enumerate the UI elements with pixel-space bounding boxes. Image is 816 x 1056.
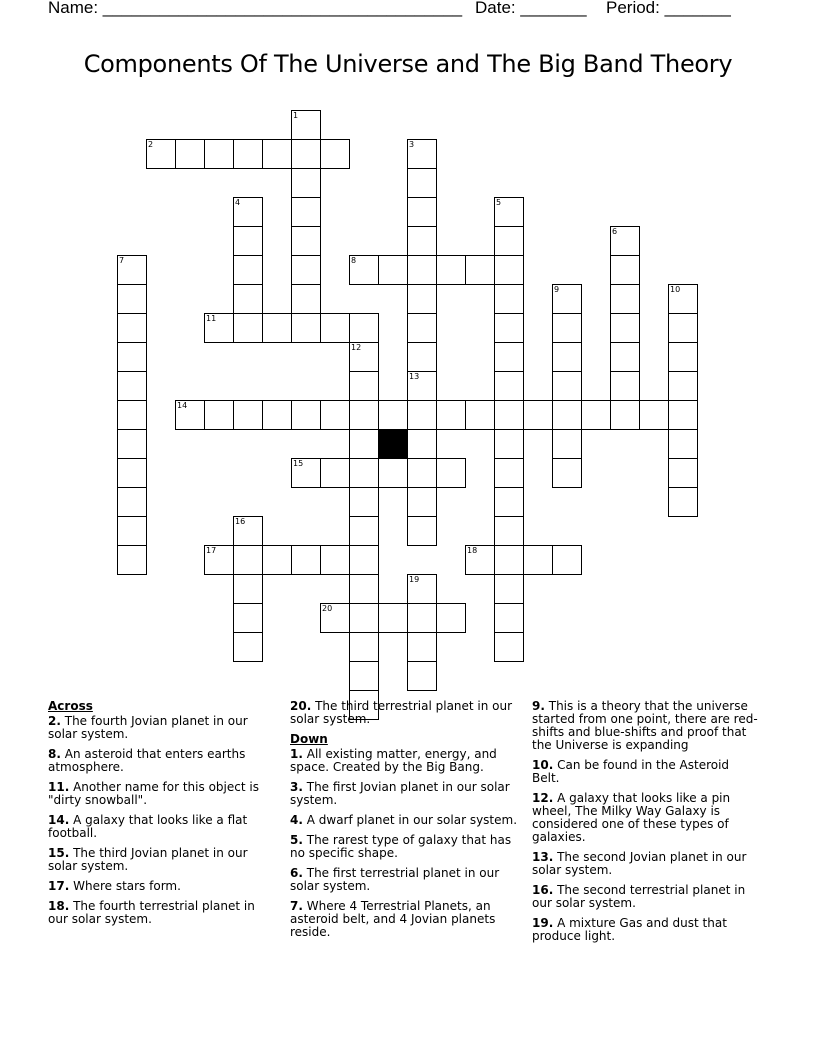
- grid-cell[interactable]: [291, 110, 321, 140]
- grid-cell[interactable]: [494, 516, 524, 546]
- grid-cell[interactable]: [610, 342, 640, 372]
- grid-cell[interactable]: [407, 516, 437, 546]
- clue-across-17: 17. Where stars form.: [48, 879, 181, 893]
- grid-cell[interactable]: [407, 487, 437, 517]
- grid-cell[interactable]: [320, 313, 350, 343]
- grid-cell[interactable]: [668, 400, 698, 430]
- grid-cell[interactable]: [494, 632, 524, 662]
- grid-cell[interactable]: [407, 313, 437, 343]
- grid-cell[interactable]: [407, 255, 437, 285]
- grid-cell[interactable]: [320, 139, 350, 169]
- grid-cell[interactable]: [117, 429, 147, 459]
- grid-cell[interactable]: [465, 255, 495, 285]
- grid-cell[interactable]: [610, 313, 640, 343]
- grid-cell[interactable]: [117, 371, 147, 401]
- clue-down-1: 1. All existing matter, energy, and space. Created by the Big Bang.: [290, 747, 497, 774]
- clue-down-4: 4. A dwarf planet in our solar system.: [290, 813, 518, 827]
- clue-down-12: 12. A galaxy that looks like a pin wheel, The Milky Way Galaxy is considered one of these types of galaxies.: [532, 791, 731, 844]
- grid-cell[interactable]: [349, 545, 379, 575]
- grid-cell[interactable]: [494, 313, 524, 343]
- grid-cell[interactable]: [552, 313, 582, 343]
- clue-number-label: 15: [293, 459, 304, 468]
- clue-number-label: 13: [409, 372, 420, 381]
- grid-cell[interactable]: [320, 603, 350, 633]
- grid-cell[interactable]: [233, 545, 263, 575]
- grid-cell[interactable]: [204, 545, 234, 575]
- grid-cell[interactable]: [204, 400, 234, 430]
- grid-cell[interactable]: [204, 313, 234, 343]
- grid-cell[interactable]: [349, 661, 379, 691]
- down-heading: Down: [290, 732, 328, 746]
- grid-cell[interactable]: [349, 313, 379, 343]
- clue-number-label: 12: [351, 343, 362, 352]
- grid-cell[interactable]: [552, 429, 582, 459]
- date-field[interactable]: Date: _______: [475, 0, 587, 17]
- grid-cell[interactable]: [233, 574, 263, 604]
- grid-cell[interactable]: [262, 545, 292, 575]
- grid-cell[interactable]: [291, 400, 321, 430]
- grid-cell[interactable]: [494, 371, 524, 401]
- grid-cell[interactable]: [465, 545, 495, 575]
- clue-number-label: 8: [351, 256, 357, 265]
- grid-cell[interactable]: [233, 255, 263, 285]
- grid-cell[interactable]: [233, 516, 263, 546]
- grid-cell[interactable]: [291, 255, 321, 285]
- grid-cell[interactable]: [668, 487, 698, 517]
- grid-cell[interactable]: [494, 458, 524, 488]
- grid-cell[interactable]: [175, 400, 205, 430]
- grid-cell[interactable]: [494, 197, 524, 227]
- grid-cell[interactable]: [494, 342, 524, 372]
- grid-cell[interactable]: [175, 139, 205, 169]
- grid-cell[interactable]: [494, 545, 524, 575]
- clue-down-9: 9. This is a theory that the universe started from one point, there are red-shifts and blue-shifts and proof that the Universe is expanding: [532, 699, 758, 752]
- clue-number-label: 1: [293, 111, 299, 120]
- clue-down-13: 13. The second Jovian planet in our solar system.: [532, 850, 747, 877]
- clue-down-6: 6. The first terrestrial planet in our solar system.: [290, 866, 500, 893]
- grid-cell[interactable]: [436, 458, 466, 488]
- clue-column-1: [48, 700, 276, 933]
- grid-cell[interactable]: [407, 342, 437, 372]
- grid-cell[interactable]: [233, 284, 263, 314]
- clue-number-label: 20: [322, 604, 333, 613]
- clue-number-label: 3: [409, 140, 415, 149]
- grid-cell[interactable]: [494, 574, 524, 604]
- grid-cell[interactable]: [117, 545, 147, 575]
- grid-cell[interactable]: [349, 342, 379, 372]
- grid-cell[interactable]: [262, 400, 292, 430]
- grid-cell[interactable]: [378, 603, 408, 633]
- grid-cell[interactable]: [204, 139, 234, 169]
- clue-across-20: 20. The third terrestrial planet in our solar system.: [290, 699, 513, 726]
- grid-cell[interactable]: [407, 284, 437, 314]
- grid-cell[interactable]: [494, 400, 524, 430]
- grid-cell[interactable]: [610, 255, 640, 285]
- grid-cell[interactable]: [349, 516, 379, 546]
- grid-cell[interactable]: [349, 574, 379, 604]
- grid-cell[interactable]: [523, 545, 553, 575]
- grid-cell[interactable]: [639, 400, 669, 430]
- name-field[interactable]: Name: ______________________________________: [48, 0, 463, 17]
- clue-number-label: 5: [496, 198, 502, 207]
- period-field[interactable]: Period: _______: [606, 0, 731, 17]
- grid-cell[interactable]: [233, 632, 263, 662]
- grid-block-cell: [378, 429, 408, 459]
- grid-cell[interactable]: [407, 168, 437, 198]
- grid-cell[interactable]: [668, 342, 698, 372]
- grid-cell[interactable]: [494, 226, 524, 256]
- grid-cell[interactable]: [117, 313, 147, 343]
- grid-cell[interactable]: [407, 197, 437, 227]
- grid-cell[interactable]: [407, 458, 437, 488]
- grid-cell[interactable]: [233, 226, 263, 256]
- grid-cell[interactable]: [407, 603, 437, 633]
- grid-cell[interactable]: [117, 342, 147, 372]
- grid-cell[interactable]: [523, 400, 553, 430]
- grid-cell[interactable]: [349, 255, 379, 285]
- grid-cell[interactable]: [378, 400, 408, 430]
- grid-cell[interactable]: [407, 574, 437, 604]
- clue-number-label: 2: [148, 140, 154, 149]
- grid-cell[interactable]: [494, 603, 524, 633]
- clue-number-label: 17: [206, 546, 217, 555]
- grid-cell[interactable]: [117, 284, 147, 314]
- grid-cell[interactable]: [668, 284, 698, 314]
- clue-number-label: 16: [235, 517, 246, 526]
- grid-cell[interactable]: [552, 400, 582, 430]
- clue-across-2: 2. The fourth Jovian planet in our solar system.: [48, 714, 248, 741]
- clue-column-3: [532, 700, 760, 950]
- grid-cell[interactable]: [610, 400, 640, 430]
- clue-down-10: 10. Can be found in the Asteroid Belt.: [532, 758, 730, 785]
- grid-cell[interactable]: [552, 284, 582, 314]
- clue-number-label: 7: [119, 256, 125, 265]
- grid-cell[interactable]: [117, 487, 147, 517]
- grid-cell[interactable]: [407, 632, 437, 662]
- grid-cell[interactable]: [320, 458, 350, 488]
- grid-cell[interactable]: [320, 400, 350, 430]
- grid-cell[interactable]: [494, 255, 524, 285]
- grid-cell[interactable]: [291, 168, 321, 198]
- grid-cell[interactable]: [378, 255, 408, 285]
- clue-down-3: 3. The first Jovian planet in our solar system.: [290, 780, 510, 807]
- grid-cell[interactable]: [378, 458, 408, 488]
- grid-cell[interactable]: [262, 139, 292, 169]
- grid-cell[interactable]: [291, 458, 321, 488]
- grid-cell[interactable]: [668, 429, 698, 459]
- grid-cell[interactable]: [262, 313, 292, 343]
- grid-cell[interactable]: [291, 226, 321, 256]
- grid-cell[interactable]: [233, 400, 263, 430]
- grid-cell[interactable]: [407, 429, 437, 459]
- grid-cell[interactable]: [349, 371, 379, 401]
- grid-cell[interactable]: [407, 661, 437, 691]
- grid-cell[interactable]: [407, 226, 437, 256]
- grid-cell[interactable]: [668, 371, 698, 401]
- grid-cell[interactable]: [349, 429, 379, 459]
- grid-cell[interactable]: [349, 400, 379, 430]
- clue-column-2: [290, 700, 518, 946]
- grid-cell[interactable]: [494, 429, 524, 459]
- clue-number-label: 18: [467, 546, 478, 555]
- clue-across-14: 14. A galaxy that looks like a flat football.: [48, 813, 248, 840]
- grid-cell[interactable]: [494, 284, 524, 314]
- clue-number-label: 11: [206, 314, 217, 323]
- clue-down-16: 16. The second terrestrial planet in our solar system.: [532, 883, 746, 910]
- grid-cell[interactable]: [117, 458, 147, 488]
- clue-number-label: 14: [177, 401, 188, 410]
- clue-down-19: 19. A mixture Gas and dust that produce light.: [532, 916, 727, 943]
- grid-cell[interactable]: [552, 458, 582, 488]
- grid-cell[interactable]: [117, 400, 147, 430]
- grid-cell[interactable]: [494, 487, 524, 517]
- clue-number-label: 9: [554, 285, 560, 294]
- grid-cell[interactable]: [668, 458, 698, 488]
- clue-across-11: 11. Another name for this object is "dirty snowball".: [48, 780, 259, 807]
- grid-cell[interactable]: [233, 603, 263, 633]
- puzzle-title: Components Of The Universe and The Big Band Theory: [83, 50, 733, 78]
- grid-cell[interactable]: [349, 603, 379, 633]
- grid-cell[interactable]: [610, 371, 640, 401]
- grid-cell[interactable]: [436, 255, 466, 285]
- grid-cell[interactable]: [407, 371, 437, 401]
- grid-cell[interactable]: [117, 255, 147, 285]
- grid-cell[interactable]: [349, 632, 379, 662]
- grid-cell[interactable]: [146, 139, 176, 169]
- clue-number-label: 19: [409, 575, 420, 584]
- grid-cell[interactable]: [552, 371, 582, 401]
- grid-cell[interactable]: [320, 545, 350, 575]
- grid-cell[interactable]: [436, 603, 466, 633]
- grid-cell[interactable]: [668, 313, 698, 343]
- grid-cell[interactable]: [291, 313, 321, 343]
- grid-cell[interactable]: [407, 400, 437, 430]
- grid-cell[interactable]: [349, 458, 379, 488]
- grid-cell[interactable]: [291, 284, 321, 314]
- grid-cell[interactable]: [233, 139, 263, 169]
- grid-cell[interactable]: [233, 197, 263, 227]
- grid-cell[interactable]: [407, 139, 437, 169]
- grid-cell[interactable]: [552, 545, 582, 575]
- clue-number-label: 10: [670, 285, 681, 294]
- across-heading: Across: [48, 699, 93, 713]
- grid-cell[interactable]: [349, 487, 379, 517]
- grid-cell[interactable]: [610, 284, 640, 314]
- clue-number-label: 6: [612, 227, 618, 236]
- clue-across-15: 15. The third Jovian planet in our solar system.: [48, 846, 248, 873]
- grid-cell[interactable]: [436, 400, 466, 430]
- grid-cell[interactable]: [291, 197, 321, 227]
- grid-cell[interactable]: [291, 139, 321, 169]
- clue-across-8: 8. An asteroid that enters earths atmosphere.: [48, 747, 246, 774]
- grid-cell[interactable]: [552, 342, 582, 372]
- grid-cell[interactable]: [291, 545, 321, 575]
- clue-number-label: 4: [235, 198, 241, 207]
- grid-cell[interactable]: [581, 400, 611, 430]
- grid-cell[interactable]: [610, 226, 640, 256]
- clue-down-5: 5. The rarest type of galaxy that has no specific shape.: [290, 833, 512, 860]
- grid-cell[interactable]: [233, 313, 263, 343]
- clue-across-18: 18. The fourth terrestrial planet in our solar system.: [48, 899, 255, 926]
- clue-down-7: 7. Where 4 Terrestrial Planets, an asteroid belt, and 4 Jovian planets reside.: [290, 899, 496, 939]
- grid-cell[interactable]: [117, 516, 147, 546]
- grid-cell[interactable]: [465, 400, 495, 430]
